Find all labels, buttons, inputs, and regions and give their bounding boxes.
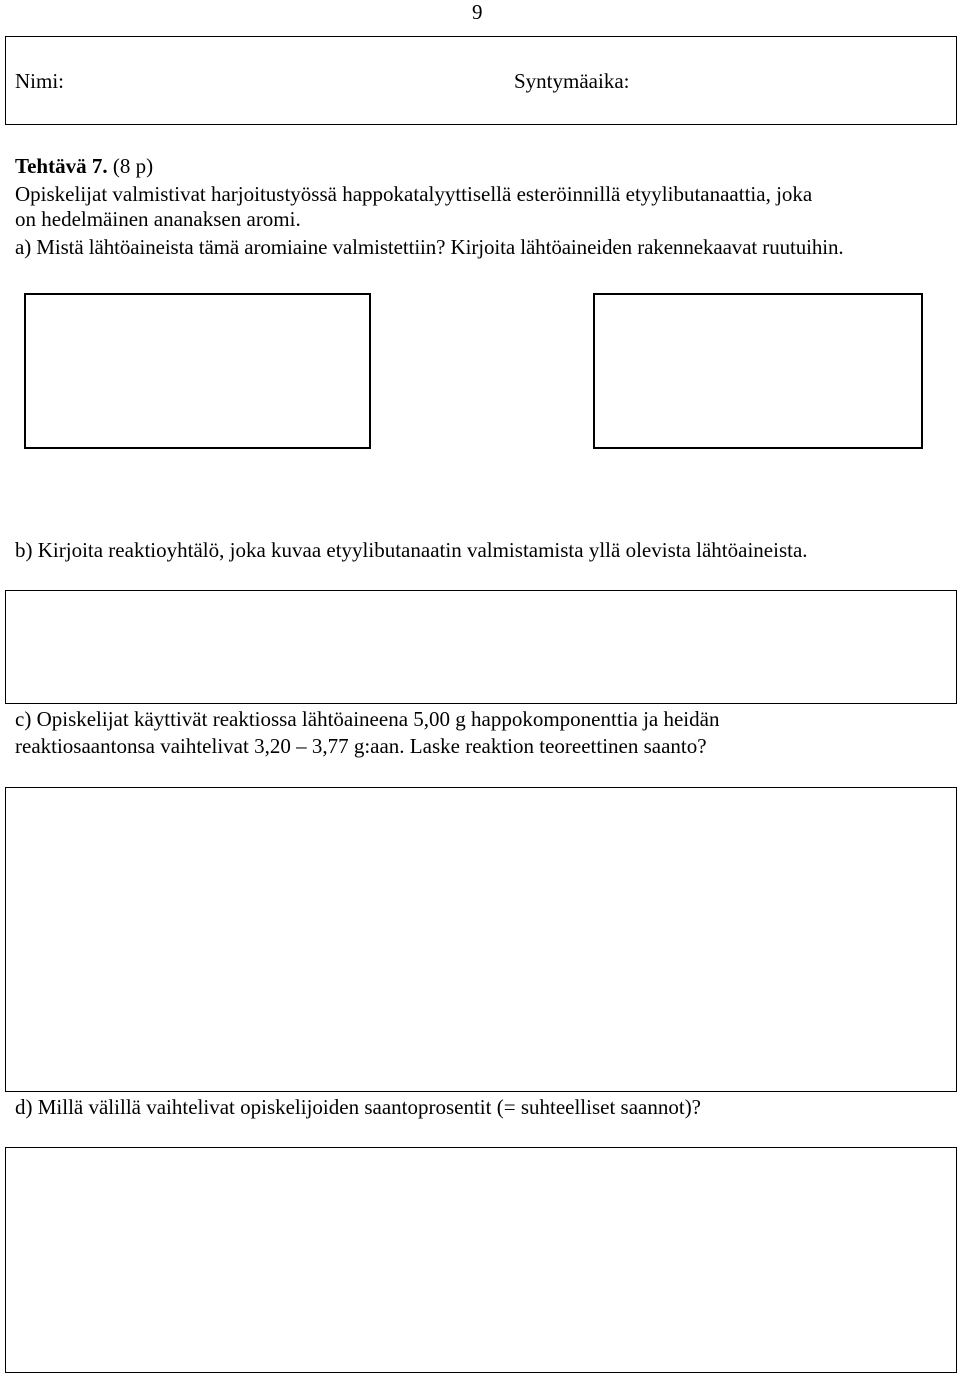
- task-points: (8 p): [112, 154, 154, 178]
- task-title-line: [15, 152, 153, 180]
- answer-box-a-left[interactable]: [24, 293, 371, 449]
- birthdate-label: Syntymäaika:: [514, 69, 630, 93]
- task-intro-line-2: on hedelmäinen ananaksen aromi.: [15, 207, 301, 231]
- task-intro-line-1: Opiskelijat valmistivat harjoitustyössä happokatalyyttisellä esteröinnillä etyylibutanaattia, joka: [15, 182, 813, 206]
- question-c-line-1: c) Opiskelijat käyttivät reaktiossa lähtöaineena 5,00 g happokomponenttia ja heidän: [15, 707, 720, 731]
- name-label: Nimi:: [15, 69, 65, 93]
- answer-box-b[interactable]: [5, 590, 957, 704]
- question-d: d) Millä välillä vaihtelivat opiskelijoiden saantoprosentit (= suhteelliset saannot)?: [15, 1095, 702, 1119]
- task-title: Tehtävä 7.: [15, 154, 108, 178]
- question-a: a) Mistä lähtöaineista tämä aromiaine valmistettiin? Kirjoita lähtöaineiden rakennekaavat ruutuihin.: [15, 235, 844, 259]
- question-b: b) Kirjoita reaktioyhtälö, joka kuvaa etyylibutanaatin valmistamista yllä olevista lähtöaineista.: [15, 538, 808, 562]
- answer-box-d[interactable]: [5, 1147, 957, 1373]
- header-box: [5, 36, 957, 125]
- question-c-line-2: reaktiosaantonsa vaihtelivat 3,20 – 3,77 g:aan. Laske reaktion teoreettinen saanto?: [15, 734, 707, 758]
- answer-box-a-right[interactable]: [593, 293, 923, 449]
- page-number: 9: [472, 0, 483, 24]
- answer-box-c[interactable]: [5, 787, 957, 1092]
